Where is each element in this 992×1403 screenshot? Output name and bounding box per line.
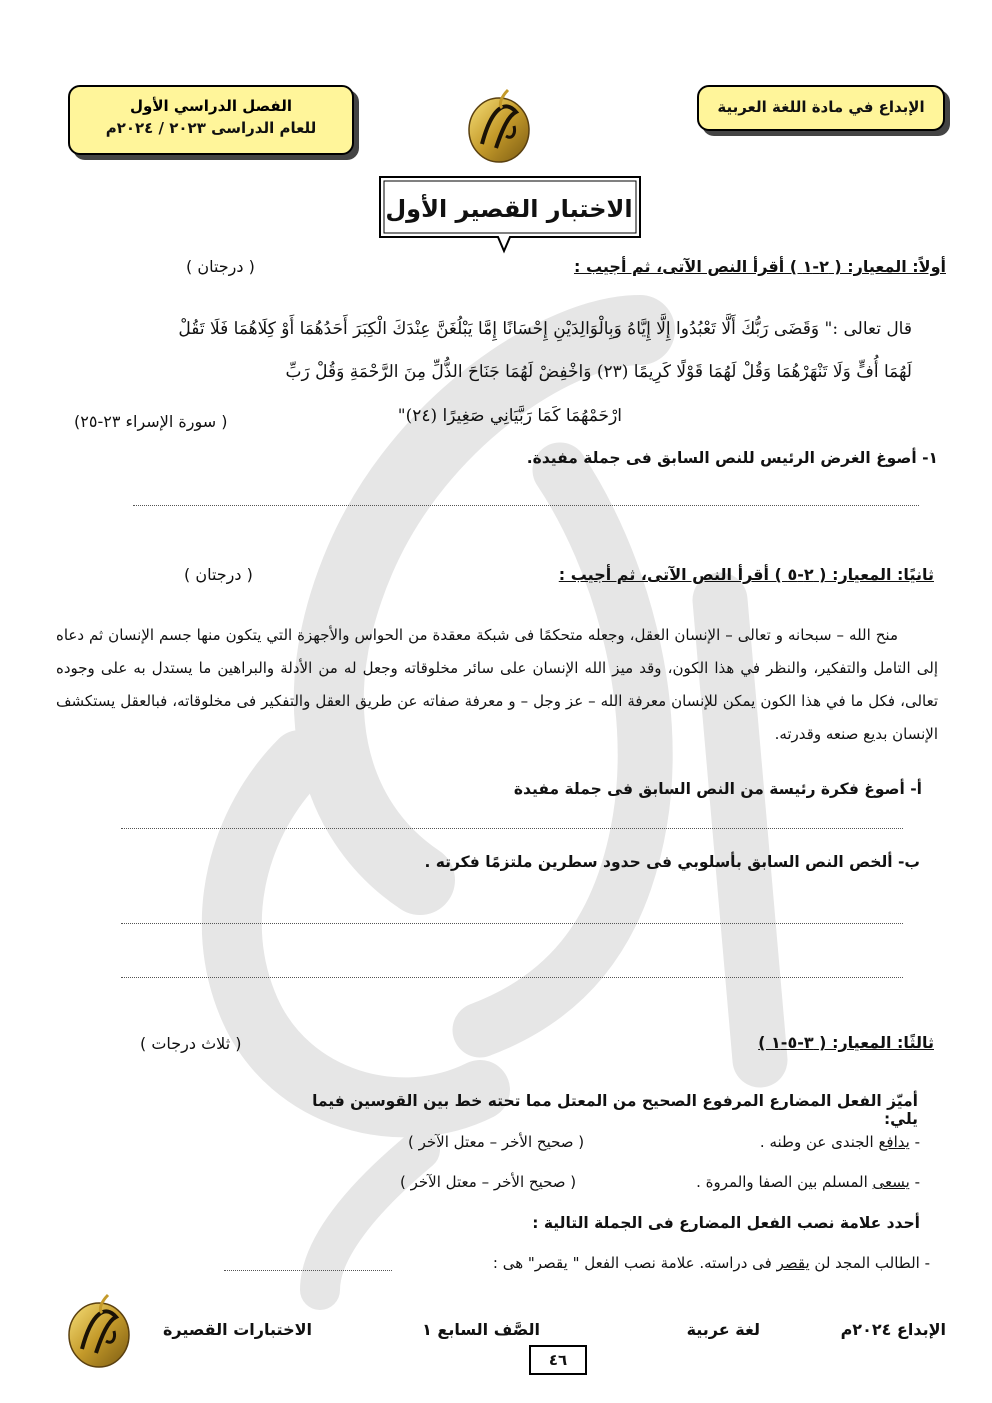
section1-score: ( درجتان ) xyxy=(186,257,255,276)
section2-score: ( درجتان ) xyxy=(184,565,253,584)
quiz-title: الاختبار القصير الأول xyxy=(385,195,633,223)
dash: - xyxy=(909,1133,920,1151)
answer-line[interactable] xyxy=(121,828,903,829)
footer-brand-year: الإبداع ٢٠٢٤م xyxy=(840,1320,946,1339)
subject-banner xyxy=(697,85,945,131)
answer-line[interactable] xyxy=(224,1270,392,1271)
section1-heading xyxy=(486,257,946,276)
footer-logo-icon xyxy=(62,1290,136,1372)
footer-series: الاختبارات القصيرة xyxy=(162,1320,312,1339)
surah-reference: ( سورة الإسراء ٢٣-٢٥) xyxy=(74,412,228,431)
section1-heading-text: أولاً: المعيار: ( ٢-١ ) أقرأ النص الآتى، ثم أجيب : xyxy=(573,257,946,276)
section3-heading xyxy=(634,1033,934,1052)
quran-verse-line: لَهُمَا أُفٍّ وَلَا تَنْهَرْهُمَا وَقُلْ لَهُمَا قَوْلًا كَرِيمًا (٢٣) وَاخْفِضْ لَهُمَا جَنَاحَ الذُّلِّ مِنَ الرَّحْمَةِ وَقُلْ رَبِّ xyxy=(285,362,912,382)
sentence-rest: الجندى عن وطنه . xyxy=(759,1133,879,1151)
section1-question: ١- أصوغ الغرض الرئيس للنص السابق فى جملة مفيدة. xyxy=(526,449,938,467)
sentence-2-options[interactable]: ( صحيح الأخر – معتل الآخر ) xyxy=(400,1173,577,1191)
section3-question-1: أميّز الفعل المضارع المرفوع الصحيح من المعتل مما تحته خط بين القوسين فيما يلي: xyxy=(312,1092,918,1128)
section2-question-a: أ- أصوغ فكرة رئيسة من النص السابق فى جملة مفيدة xyxy=(513,780,922,798)
sentence-start: - الطالب المجد لن xyxy=(809,1254,930,1272)
sentence-rest: المسلم بين الصفا والمروة . xyxy=(696,1173,873,1191)
sentence-3 xyxy=(410,1254,930,1272)
section3-score: ( ثلاث درجات ) xyxy=(140,1034,242,1053)
quran-verse-line: قال تعالى :" وَقَضَى رَبُّكَ أَلَّا تَعْبُدُوا إِلَّا إِيَّاهُ وَبِالْوَالِدَيْنِ إِحْسَانًا إِمَّا يَبْلُغَنَّ عِنْدَكَ الْكِبَرَ أَحَدُهُمَا أَوْ كِلَاهُمَا فَلَا تَقُلْ xyxy=(178,319,912,339)
answer-line[interactable] xyxy=(133,505,919,506)
underlined-verb: يدافع xyxy=(878,1133,910,1151)
underlined-verb: يسعى xyxy=(872,1173,910,1191)
section3-heading-text: ثالثًا: المعيار: ( ٣-٥-١ ) xyxy=(758,1033,934,1052)
answer-line[interactable] xyxy=(121,923,903,924)
section3-question-2: أحدد علامة نصب الفعل المضارع فى الجملة التالية : xyxy=(532,1214,920,1232)
sentence-2 xyxy=(650,1173,920,1191)
answer-line[interactable] xyxy=(121,977,903,978)
page-number: ٤٦ xyxy=(529,1345,587,1375)
sentence-rest: فى دراسته. علامة نصب الفعل " يقصر" هى : xyxy=(492,1254,777,1272)
sentence-1-options[interactable]: ( صحيح الأخر – معتل الآخر ) xyxy=(408,1133,585,1151)
section2-heading-text: ثانيًا: المعيار: ( ٢-٥ ) أقرأ النص الآتى، ثم أجيب : xyxy=(558,565,934,584)
underlined-verb: يقصر xyxy=(776,1254,810,1272)
section2-heading xyxy=(474,565,934,584)
subject-banner-text: الإبداع في مادة اللغة العربية xyxy=(717,98,925,116)
section2-question-b: ب- ألخص النص السابق بأسلوبي فى حدود سطرين ملتزمًا فكرته . xyxy=(424,853,920,871)
logo-icon xyxy=(462,86,536,166)
footer-grade: الصَّف السابع ١ xyxy=(422,1320,540,1339)
quran-verse-line: ارْحَمْهُمَا كَمَا رَبَّيَانِي صَغِيرًا (٢٤)" xyxy=(397,406,622,426)
dash: - xyxy=(909,1173,920,1191)
sentence-1 xyxy=(670,1133,920,1151)
academic-year-line: للعام الدراسى ٢٠٢٣ / ٢٠٢٤م xyxy=(105,119,317,137)
footer-subject: لغة عربية xyxy=(686,1320,760,1339)
term-banner xyxy=(68,85,354,155)
section2-passage: منح الله – سبحانه و تعالى – الإنسان العقل، وجعله متحكمًا فى شبكة معقدة من الحواس والأجهزة التي يتكون منها جسم الإنسان ثم دعاه إلى التامل والتفكير، والنظر في هذا الكون، وقد ميز الله الإنسان على سائر مخلوقاته وجعل له من الأدلة والبراهين ما يستدل به على وجوده تعالى، فكل ما في هذا الكون يمكن للإنسان معرفة الله – عز وجل – و معرفة صفاته عن طريق العقل والتفكير فى مخلوقاته، فبالعقل يستكشف الإنسان بديع صنعه وقدرته. xyxy=(56,626,938,743)
term-line: الفصل الدراسي الأول xyxy=(130,97,292,115)
